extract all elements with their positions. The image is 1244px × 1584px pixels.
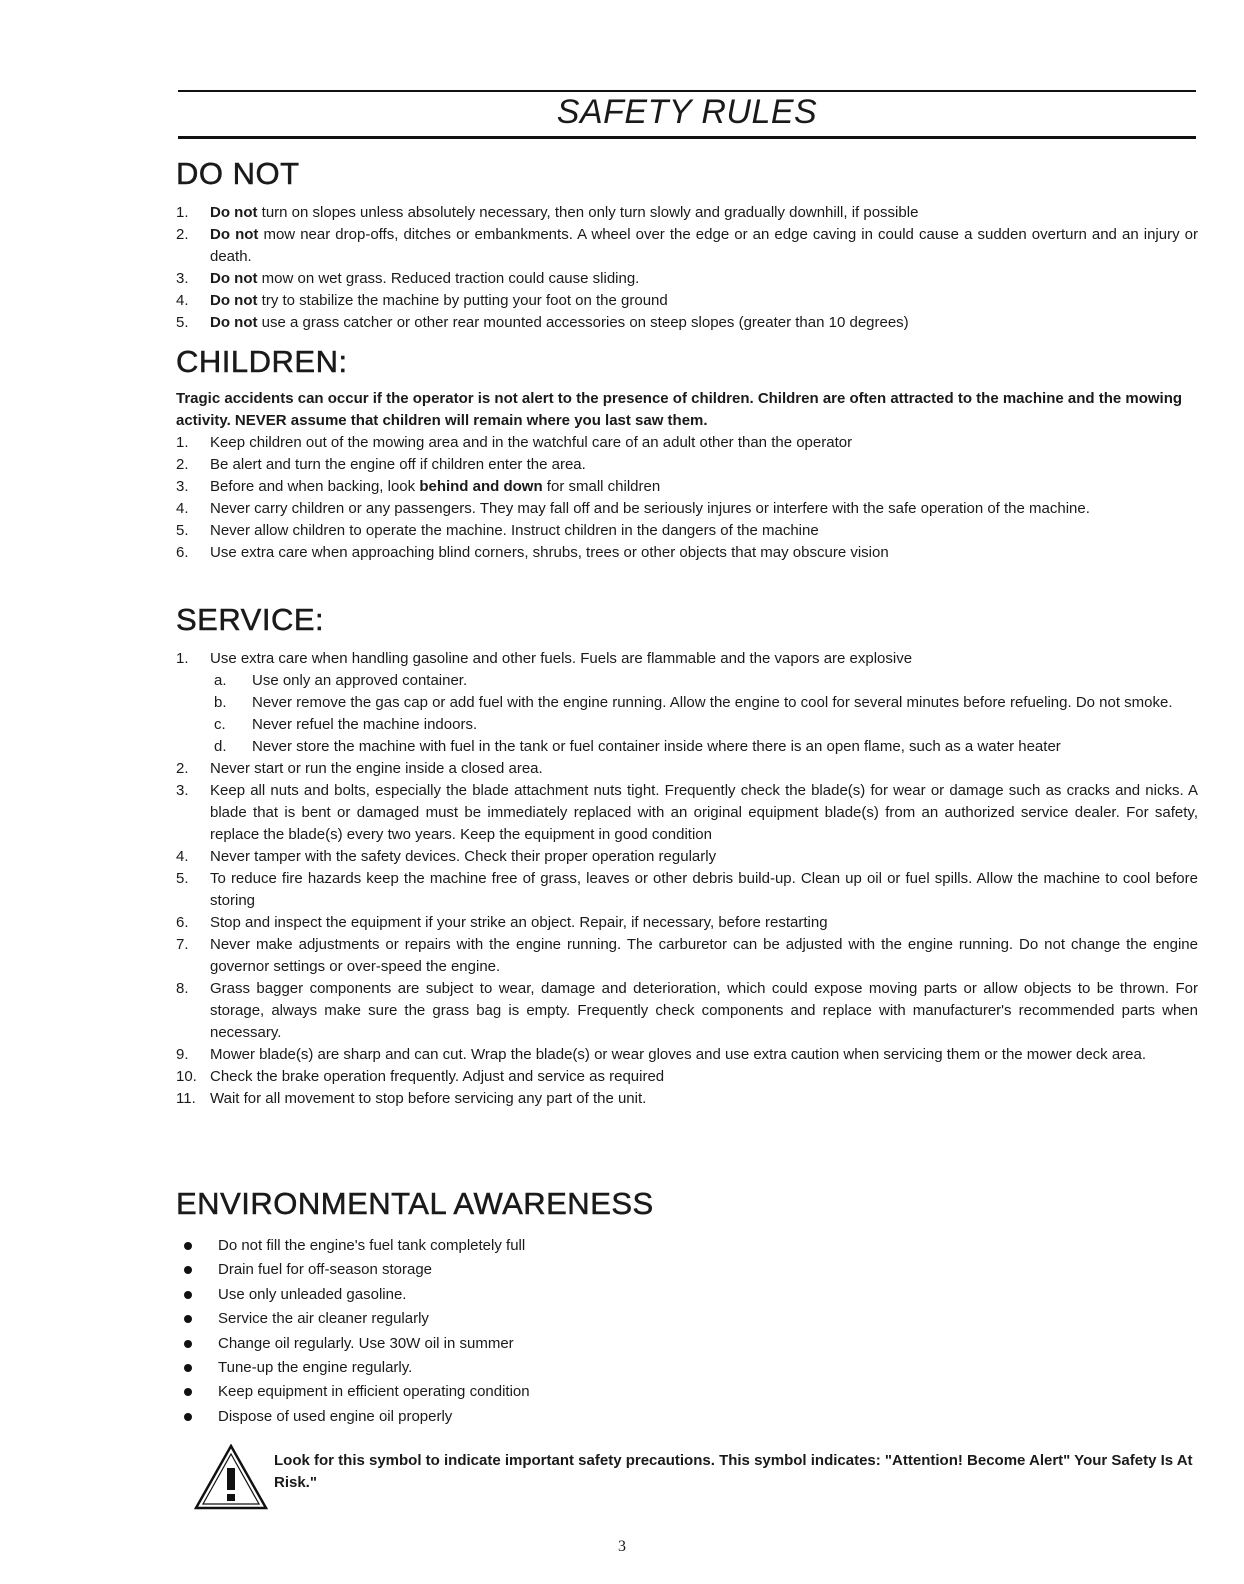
children-section (176, 344, 1198, 564)
list-item: 2. Be alert and turn the engine off if children enter the area. (176, 456, 586, 473)
bullet-icon (184, 1315, 192, 1323)
bullet-icon (184, 1413, 192, 1421)
list-item: 6. Stop and inspect the equipment if your strike an object. Repair, if necessary, before restarting (176, 914, 828, 931)
bullet-icon (184, 1364, 192, 1372)
bullet-icon (184, 1340, 192, 1348)
bullet-icon (184, 1242, 192, 1250)
list-item: 6. Use extra care when approaching blind corners, shrubs, trees or other objects that may obscure vision (176, 544, 889, 561)
environmental-heading: ENVIRONMENTAL AWARENESS (176, 1186, 654, 1221)
title-rule-bottom (178, 136, 1196, 139)
list-item: 2. Do not mow near drop-offs, ditches or embankments. A wheel over the edge or an edge caving in could cause a sudden overturn and an injury or death. (176, 226, 1198, 265)
page-number: 3 (618, 1538, 626, 1555)
sub-list-item: d. Never store the machine with fuel in the tank or fuel container inside where there is an open flame, such as a water heater (214, 738, 1061, 755)
environmental-section (176, 1186, 1198, 1429)
warning-triangle-icon (194, 1444, 268, 1510)
list-item: 1. Keep children out of the mowing area and in the watchful care of an adult other than the operator (176, 434, 853, 451)
bullet-icon (184, 1266, 192, 1274)
sub-list-item: c. Never refuel the machine indoors. (214, 716, 478, 733)
list-item: 3. Keep all nuts and bolts, especially the blade attachment nuts tight. Frequently check the blade(s) for wear or damage such as cracks and nicks. A blade that is bent or damaged must be immediately replaced with an original equipment blade(s) from an authorized service dealer. For safety, replace the blade(s) every two years. Keep the equipment in good condition (176, 782, 1198, 843)
list-item: 5. Do not use a grass catcher or other rear mounted accessories on steep slopes (greater than 10 degrees) (176, 314, 909, 331)
bullet-icon (184, 1291, 192, 1299)
list-item: 5. Never allow children to operate the machine. Instruct children in the dangers of the machine (176, 522, 819, 539)
list-item: 4. Never carry children or any passengers. They may fall off and be seriously injures or interfere with the safe operation of the machine. (176, 500, 1090, 517)
safety-symbol-notice (194, 1444, 1204, 1524)
service-section (176, 602, 1198, 1110)
list-item: 9. Mower blade(s) are sharp and can cut. Wrap the blade(s) or wear gloves and use extra caution when servicing them or the mower deck area. (176, 1046, 1147, 1063)
list-item: Service the air cleaner regularly (176, 1307, 1198, 1331)
list-item: 8. Grass bagger components are subject to wear, damage and deterioration, which could expose moving parts or allow objects to be thrown. For storage, always make sure the grass bag is empty. Frequently check components and replace with manufacturer's recommended parts when necessary. (176, 980, 1198, 1041)
list-item: 4. Do not try to stabilize the machine by putting your foot on the ground (176, 292, 668, 309)
list-item: Use only unleaded gasoline. (176, 1283, 1198, 1307)
list-item: 3. Before and when backing, look behind and down for small children (176, 478, 661, 495)
children-heading: CHILDREN: (176, 344, 348, 379)
do-not-heading: DO NOT (176, 156, 300, 191)
list-item: 1. Do not turn on slopes unless absolutely necessary, then only turn slowly and gradually downhill, if possible (176, 204, 919, 221)
environmental-list (176, 1234, 1198, 1429)
children-list (176, 432, 1198, 564)
fuel-sublist (210, 670, 1198, 758)
list-item: Do not fill the engine's fuel tank completely full (176, 1234, 1198, 1258)
list-item: 11. Wait for all movement to stop before servicing any part of the unit. (176, 1090, 647, 1107)
list-item: 1. Use extra care when handling gasoline and other fuels. Fuels are flammable and the vapors are explosive a. Use only an approved container. b. Never remove the gas cap or add fuel with the engine running. Allow the engine to cool for several minutes before refueling. Do not smoke. c. Never refuel the machine indoors. d. Never store the machine with fuel in the tank or fuel container inside where there is an open flame, such as a water heater (176, 648, 1198, 758)
list-item: 10. Check the brake operation frequently. Adjust and service as required (176, 1068, 665, 1085)
list-item: Drain fuel for off-season storage (176, 1258, 1198, 1282)
list-item: Tune-up the engine regularly. (176, 1356, 1198, 1380)
list-item: 4. Never tamper with the safety devices. Check their proper operation regularly (176, 848, 717, 865)
service-heading: SERVICE: (176, 602, 325, 637)
service-list (176, 648, 1198, 1110)
sub-list-item: a. Use only an approved container. (214, 672, 468, 689)
list-item: Change oil regularly. Use 30W oil in summer (176, 1332, 1198, 1356)
list-item: 5. To reduce fire hazards keep the machine free of grass, leaves or other debris build-up. Clean up oil or fuel spills. Allow the machine to cool before storing (176, 870, 1198, 909)
list-item: Keep equipment in efficient operating condition (176, 1380, 1198, 1404)
list-item: 3. Do not mow on wet grass. Reduced traction could cause sliding. (176, 270, 640, 287)
bullet-icon (184, 1388, 192, 1396)
children-intro: Tragic accidents can occur if the operator is not alert to the presence of children. Children are often attracted to the machine and the mowing activity. NEVER assume that children will remain where you last saw them. (176, 390, 1183, 429)
notice-text: Look for this symbol to indicate important safety precautions. This symbol indicates: "Attention! Become Alert" Your Safety Is At Risk." (274, 1452, 1193, 1491)
do-not-list (176, 202, 1198, 334)
do-not-section (176, 156, 1198, 334)
list-item: 7. Never make adjustments or repairs with the engine running. The carburetor can be adjusted with the engine running. Do not change the engine governor settings or over-speed the engine. (176, 936, 1198, 975)
page-title: SAFETY RULES (556, 93, 818, 131)
sub-list-item: b. Never remove the gas cap or add fuel with the engine running. Allow the engine to cool for several minutes before refueling. Do not smoke. (214, 694, 1173, 711)
list-item: 2. Never start or run the engine inside a closed area. (176, 760, 543, 777)
list-item: Dispose of used engine oil properly (176, 1405, 1198, 1429)
